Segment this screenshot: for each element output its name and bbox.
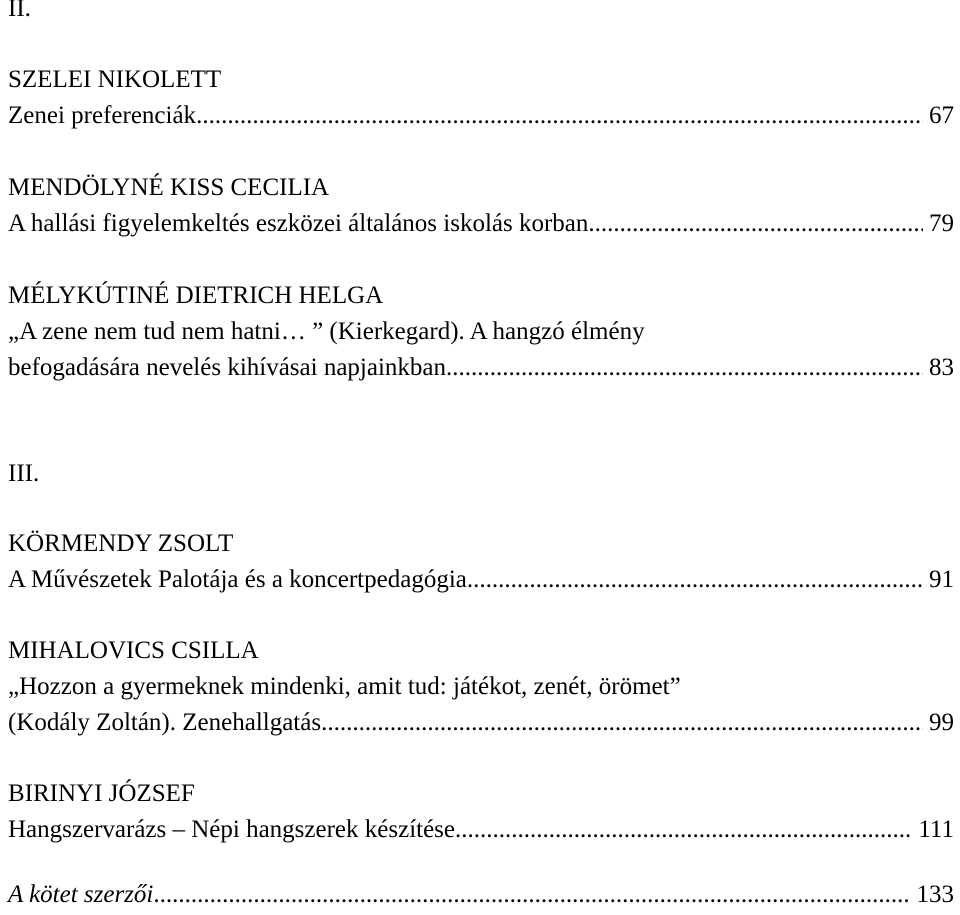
toc-entry-title: A Művészetek Palotája és a koncertpedagógia (8, 566, 467, 593)
toc-entry-title: Zenei preferenciák (8, 102, 197, 129)
toc-entry-hangszervarazs[interactable] (8, 815, 954, 845)
toc-leader-dots (196, 101, 923, 131)
toc-leader-dots (588, 209, 923, 239)
toc-author-mendolyne: MENDÖLYNÉ KISS CECILIA (8, 174, 330, 201)
toc-entry-page: 67 (929, 102, 954, 129)
toc-entry-title-line: „Hozzon a gyermeknek mindenki, amit tud: játékot, zenét, örömet” (8, 673, 681, 700)
toc-entry-hallasi-figyelem[interactable] (8, 209, 954, 239)
toc-author-szelei: SZELEI NIKOLETT (8, 66, 222, 93)
toc-entry-zenei-preferenciak[interactable] (8, 101, 954, 131)
toc-entry-page: 83 (929, 354, 954, 381)
toc-entry-page: 133 (916, 881, 954, 908)
toc-entry-muveszetek-palotaja[interactable] (8, 565, 954, 595)
toc-leader-dots (153, 880, 910, 910)
toc-leader-dots (455, 815, 912, 845)
section-heading-ii: II. (8, 0, 31, 22)
toc-entry-page: 111 (918, 816, 954, 843)
toc-entry-page: 99 (929, 709, 954, 736)
toc-entry-title: Hangszervarázs – Népi hangszerek készítése (8, 816, 456, 843)
toc-entry-kotet-szerzoi[interactable] (8, 880, 954, 910)
section-heading-iii: III. (8, 460, 40, 487)
toc-entry-title-line: „A zene nem tud nem hatni… ” (Kierkegard). A hangzó élmény (8, 318, 645, 345)
toc-leader-dots (467, 565, 923, 595)
toc-entry-hangzo-elmeny[interactable] (8, 353, 954, 383)
toc-entry-page: 91 (929, 566, 954, 593)
toc-entry-title: A kötet szerzői (8, 881, 154, 908)
toc-author-mihalovics: MIHALOVICS CSILLA (8, 637, 259, 664)
toc-author-birinyi: BIRINYI JÓZSEF (8, 780, 195, 807)
toc-entry-title: A hallási figyelemkeltés eszközei általános iskolás korban (8, 210, 589, 237)
toc-entry-title: befogadására nevelés kihívásai napjainkban (8, 354, 447, 381)
toc-author-kormendy: KÖRMENDY ZSOLT (8, 530, 234, 557)
toc-entry-title: (Kodály Zoltán). Zenehallgatás (8, 709, 322, 736)
toc-author-melykutine: MÉLYKÚTINÉ DIETRICH HELGA (8, 282, 384, 309)
toc-leader-dots (321, 708, 923, 738)
toc-entry-zenehallgatas[interactable] (8, 708, 954, 738)
toc-leader-dots (446, 353, 923, 383)
toc-entry-page: 79 (929, 210, 954, 237)
